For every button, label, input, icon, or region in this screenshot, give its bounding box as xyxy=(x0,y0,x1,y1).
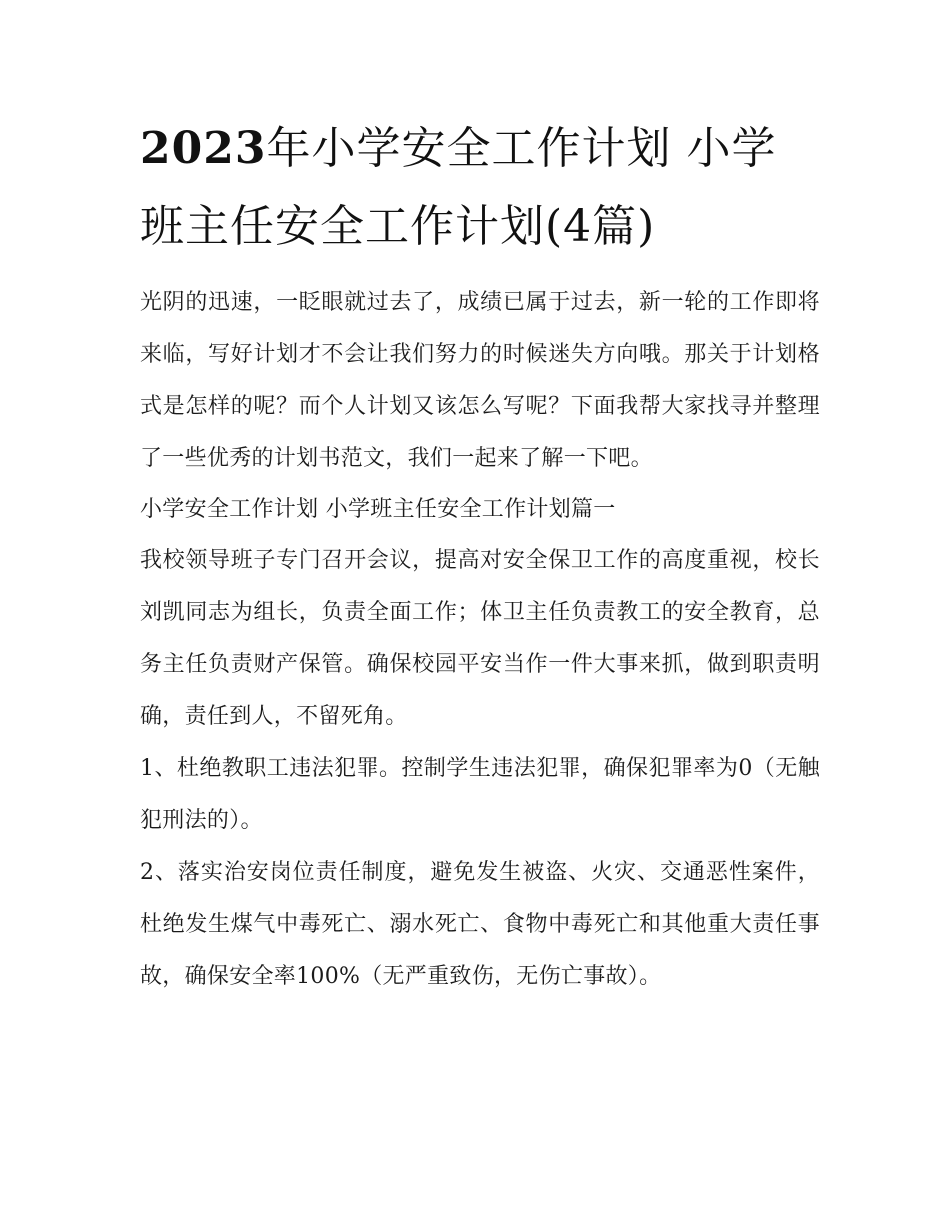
body-paragraph: 我校领导班子专门召开会议，提高对安全保卫工作的高度重视，校长刘凯同志为组长，负责全面工作；体卫主任负责教工的安全教育，总务主任负责财产保管。确保校园平安当作一件大事来抓，做到职责明确，责任到人，不留死角。 xyxy=(140,548,820,729)
title-year: 2023 xyxy=(140,123,267,174)
intro-paragraph: 光阴的迅速，一眨眼就过去了，成绩已属于过去，新一轮的工作即将来临，写好计划才不会让我们努力的时候迷失方向哦。那关于计划格式是怎样的呢？而个人计划又该怎么写呢？下面我帮大家找寻并整理了一些优秀的计划书范文，我们一起来了解一下吧。 xyxy=(140,290,820,471)
list-item: 1、杜绝教职工违法犯罪。控制学生违法犯罪，确保犯罪率为0（无触犯刑法的）。 xyxy=(140,756,820,833)
title-text: 年小学安全工作计划 小学班主任安全工作计划(4篇) xyxy=(140,123,777,252)
document-body xyxy=(140,277,820,1003)
document-title xyxy=(140,110,820,266)
section-heading: 小学安全工作计划 小学班主任安全工作计划篇一 xyxy=(140,497,616,522)
list-item: 2、落实治安岗位责任制度，避免发生被盗、火灾、交通恶性案件，杜绝发生煤气中毒死亡、溺水死亡、食物中毒死亡和其他重大责任事故，确保安全率100%（无严重致伤，无伤亡事故）。 xyxy=(140,860,820,989)
